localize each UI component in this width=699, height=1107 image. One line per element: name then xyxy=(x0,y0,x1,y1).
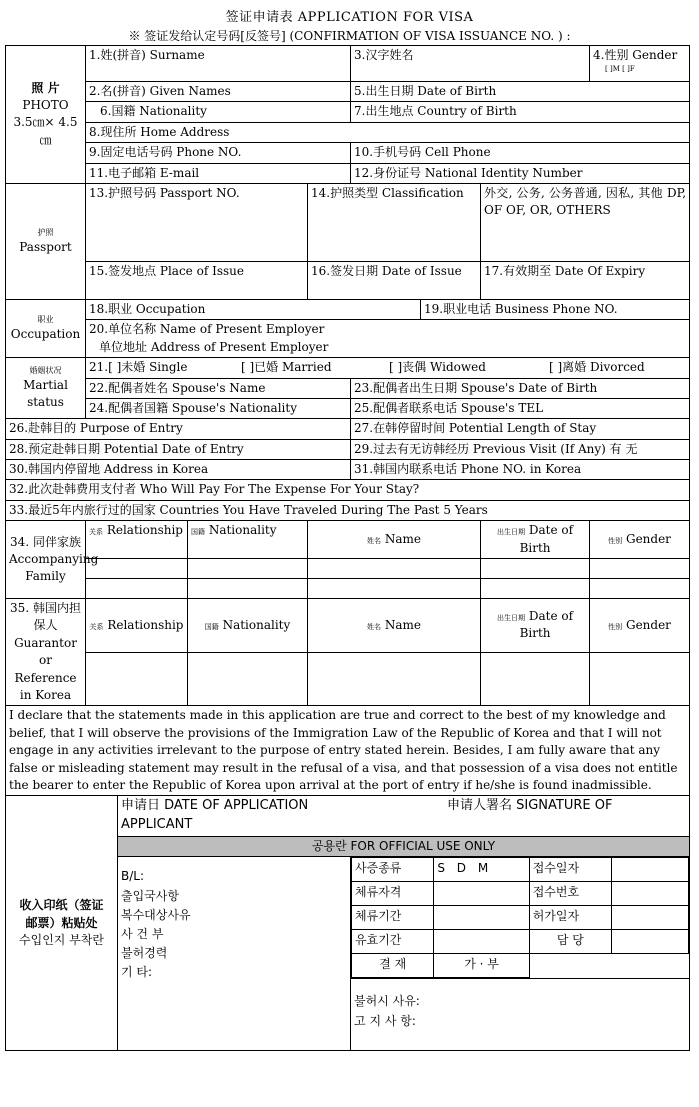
grid-value[interactable] xyxy=(434,882,529,906)
family-cell[interactable] xyxy=(481,579,590,599)
signature-label: 申请人署名 SIGNATURE OF APPLICANT xyxy=(121,798,613,833)
accompanying-family-label: 34. 同伴家族 Accompanying Family xyxy=(6,521,86,599)
grid-label: 허가일자 xyxy=(529,906,611,930)
grid-label: 결 재 xyxy=(352,954,434,978)
guarantor-col-gender: 性别 Gender xyxy=(590,599,690,653)
passport-type-field[interactable]: 14.护照类型 Classification xyxy=(308,183,481,261)
employer-field[interactable]: 20.单位名称 Name of Present Employer 单位地址 Address of Present Employer xyxy=(86,320,690,358)
national-id-field[interactable]: 12.身份证号 National Identity Number xyxy=(351,163,690,183)
passport-no-field[interactable]: 13.护照号码 Passport NO. xyxy=(86,183,308,261)
home-address-field[interactable]: 8.现住所 Home Address xyxy=(86,122,690,142)
official-grid xyxy=(351,857,689,978)
guarantor-col-name: 姓名 Name xyxy=(308,599,481,653)
grid-label: 접수번호 xyxy=(529,882,611,906)
spouse-dob-field[interactable]: 23.配偶者出生日期 Spouse's Date of Birth xyxy=(351,378,690,398)
guarantor-label: 35. 韩国内担保人 Guarantor or Reference in Korea xyxy=(6,599,86,706)
revenue-stamp-box[interactable]: 收入印纸（签证邮票）粘贴处 수입인지 부착란 xyxy=(6,796,118,1051)
marital-section-label: 婚姻状况 Martial status xyxy=(6,358,86,419)
grid-label: 체류기간 xyxy=(352,906,434,930)
spouse-tel-field[interactable]: 25.配偶者联系电话 Spouse's TEL xyxy=(351,398,690,418)
grid-value[interactable] xyxy=(612,882,689,906)
passport-section-label: 护照 Passport xyxy=(6,183,86,299)
family-cell[interactable] xyxy=(188,559,308,579)
phone-field[interactable]: 9.固定电话号码 Phone NO. xyxy=(86,143,351,163)
email-field[interactable]: 11.电子邮箱 E-mail xyxy=(86,163,351,183)
notice-items[interactable]: 고 지 사 항: xyxy=(354,1013,416,1028)
photo-box[interactable] xyxy=(6,46,86,184)
photo-label-cn: 照 片 xyxy=(31,80,60,95)
date-of-entry-field[interactable]: 28.预定赴韩日期 Potential Date of Entry xyxy=(6,439,351,459)
bl-line: B/L: xyxy=(121,869,145,884)
guarantor-col-relationship: 关系 Relationship xyxy=(86,599,188,653)
dob-field[interactable]: 5.出生日期 Date of Birth xyxy=(351,82,690,102)
family-col-gender: 性别 Gender xyxy=(590,521,690,559)
occupation-section-label: 职业 Occupation xyxy=(6,299,86,357)
form-title: 签证申请表 APPLICATION FOR VISA xyxy=(225,10,474,25)
application-date-signature[interactable] xyxy=(118,796,690,837)
place-of-issue-field[interactable]: 15.签发地点 Place of Issue xyxy=(86,261,308,299)
official-use-header: 공용란 FOR OFFICIAL USE ONLY xyxy=(118,837,690,857)
length-of-stay-field[interactable]: 27.在韩停留时间 Potential Length of Stay xyxy=(351,419,690,439)
date-of-issue-field[interactable]: 16.签发日期 Date of Issue xyxy=(308,261,481,299)
guarantor-col-nationality: 国籍 Nationality xyxy=(188,599,308,653)
refusal-reason[interactable]: 불허시 사유: xyxy=(351,978,689,1010)
grid-value[interactable] xyxy=(612,858,689,882)
application-date-label: 申请日 DATE OF APPLICATION xyxy=(121,798,309,814)
chinese-name-field[interactable]: 3.汉字姓名 xyxy=(351,46,590,82)
grid-label: 접수일자 xyxy=(529,858,611,882)
family-cell[interactable] xyxy=(481,559,590,579)
phone-in-korea-field[interactable]: 31.韩国内联系电话 Phone NO. in Korea xyxy=(351,460,690,480)
grid-value[interactable] xyxy=(612,906,689,930)
family-cell[interactable] xyxy=(308,559,481,579)
visa-application-table xyxy=(5,45,690,1051)
date-of-expiry-field[interactable]: 17.有效期至 Date Of Expiry xyxy=(481,261,690,299)
guarantor-col-dob: 出生日期 Date of Birth xyxy=(481,599,590,653)
surname-field[interactable]: 1.姓(拼音) Surname xyxy=(86,46,351,82)
family-cell[interactable] xyxy=(590,559,690,579)
grid-empty xyxy=(529,954,611,978)
guarantor-cell[interactable] xyxy=(308,652,481,706)
family-cell[interactable] xyxy=(308,579,481,599)
expense-payer-field[interactable]: 32.此次赴韩费用支付者 Who Will Pay For The Expense For Your Stay? xyxy=(6,480,690,500)
grid-label: 체류자격 xyxy=(352,882,434,906)
family-cell[interactable] xyxy=(86,579,188,599)
family-col-nationality: 国籍 Nationality xyxy=(188,521,308,559)
official-right-panel xyxy=(351,857,690,1051)
declaration-text: I declare that the statements made in this application are true and correct to the best of my knowledge and belief, that I will observe the provisions of the Immigration Law of the Republic of Korea and that I will not engage in any activities irrelevant to the purpose of entry stated herein. Besides, I am fully aware that any false or misleading statement may result in the refusal of a visa, and that possession of a visa does not entitle the bearer to enter the Republic of Korea upon arrival at the port of entry if he/she is found inadmissible. xyxy=(6,706,690,796)
denial-history-line: 불허경력 xyxy=(121,946,168,961)
family-col-relationship: 关系 Relationship xyxy=(86,521,188,559)
grid-value[interactable] xyxy=(434,930,529,954)
grid-label: 사증종류 xyxy=(352,858,434,882)
spouse-nationality-field[interactable]: 24.配偶者国籍 Spouse's Nationality xyxy=(86,398,351,418)
approval-value[interactable]: 가 · 부 xyxy=(434,954,529,978)
birth-country-field[interactable]: 7.出生地点 Country of Birth xyxy=(351,102,690,122)
purpose-field[interactable]: 26.赴韩目的 Purpose of Entry xyxy=(6,419,351,439)
grid-label: 담 당 xyxy=(529,930,611,954)
other-line: 기 타: xyxy=(121,965,153,980)
grid-value[interactable] xyxy=(612,930,689,954)
guarantor-cell[interactable] xyxy=(590,652,690,706)
grid-value[interactable] xyxy=(434,906,529,930)
countries-traveled-field[interactable]: 33.最近5年内旅行过的国家 Countries You Have Traveled During The Past 5 Years xyxy=(6,500,690,520)
business-phone-field[interactable]: 19.职业电话 Business Phone NO. xyxy=(421,299,690,319)
guarantor-cell[interactable] xyxy=(481,652,590,706)
guarantor-cell[interactable] xyxy=(188,652,308,706)
multiple-reason-line: 복수대상사유 xyxy=(121,907,191,922)
form-subtitle: ※ 签证发给认定号码[反签号] (CONFIRMATION OF VISA ISSUANCE NO. ) : xyxy=(128,29,571,43)
family-col-name: 姓名 Name xyxy=(308,521,481,559)
family-cell[interactable] xyxy=(590,579,690,599)
nationality-field[interactable]: 6.国籍 Nationality xyxy=(86,102,351,122)
entry-exit-line: 출입국사항 xyxy=(121,888,179,903)
family-cell[interactable] xyxy=(188,579,308,599)
family-cell[interactable] xyxy=(86,559,188,579)
guarantor-cell[interactable] xyxy=(86,652,188,706)
occupation-field[interactable]: 18.职业 Occupation xyxy=(86,299,421,319)
given-names-field[interactable]: 2.名(拼音) Given Names xyxy=(86,82,351,102)
previous-visit-field[interactable]: 29.过去有无访韩经历 Previous Visit (If Any) 有 无 xyxy=(351,439,690,459)
grid-empty xyxy=(612,954,689,978)
marital-status-options[interactable]: 21.[ ]未婚 Single [ ]已婚 Married [ ]丧偶 Widowed [ ]离婚 Divorced xyxy=(86,358,690,378)
address-in-korea-field[interactable]: 30.韩国内停留地 Address in Korea xyxy=(6,460,351,480)
photo-label-en: PHOTO xyxy=(22,98,69,113)
official-left-panel xyxy=(118,857,351,1051)
gender-field[interactable]: 4.性别 Gender [ ]M [ ]F xyxy=(590,46,690,82)
visa-type-value[interactable]: S D M xyxy=(434,858,529,882)
cell-phone-field[interactable]: 10.手机号码 Cell Phone xyxy=(351,143,690,163)
spouse-name-field[interactable]: 22.配偶者姓名 Spouse's Name xyxy=(86,378,351,398)
photo-size: 3.5㎝× 4.5㎝ xyxy=(13,115,78,147)
family-col-dob: 出生日期 Date of Birth xyxy=(481,521,590,559)
case-line: 사 건 부 xyxy=(121,926,164,941)
grid-label: 유효기간 xyxy=(352,930,434,954)
passport-type-options[interactable]: 外交, 公务, 公务普通, 因私, 其他 DP, OF OF, OR, OTHERS xyxy=(481,183,690,261)
